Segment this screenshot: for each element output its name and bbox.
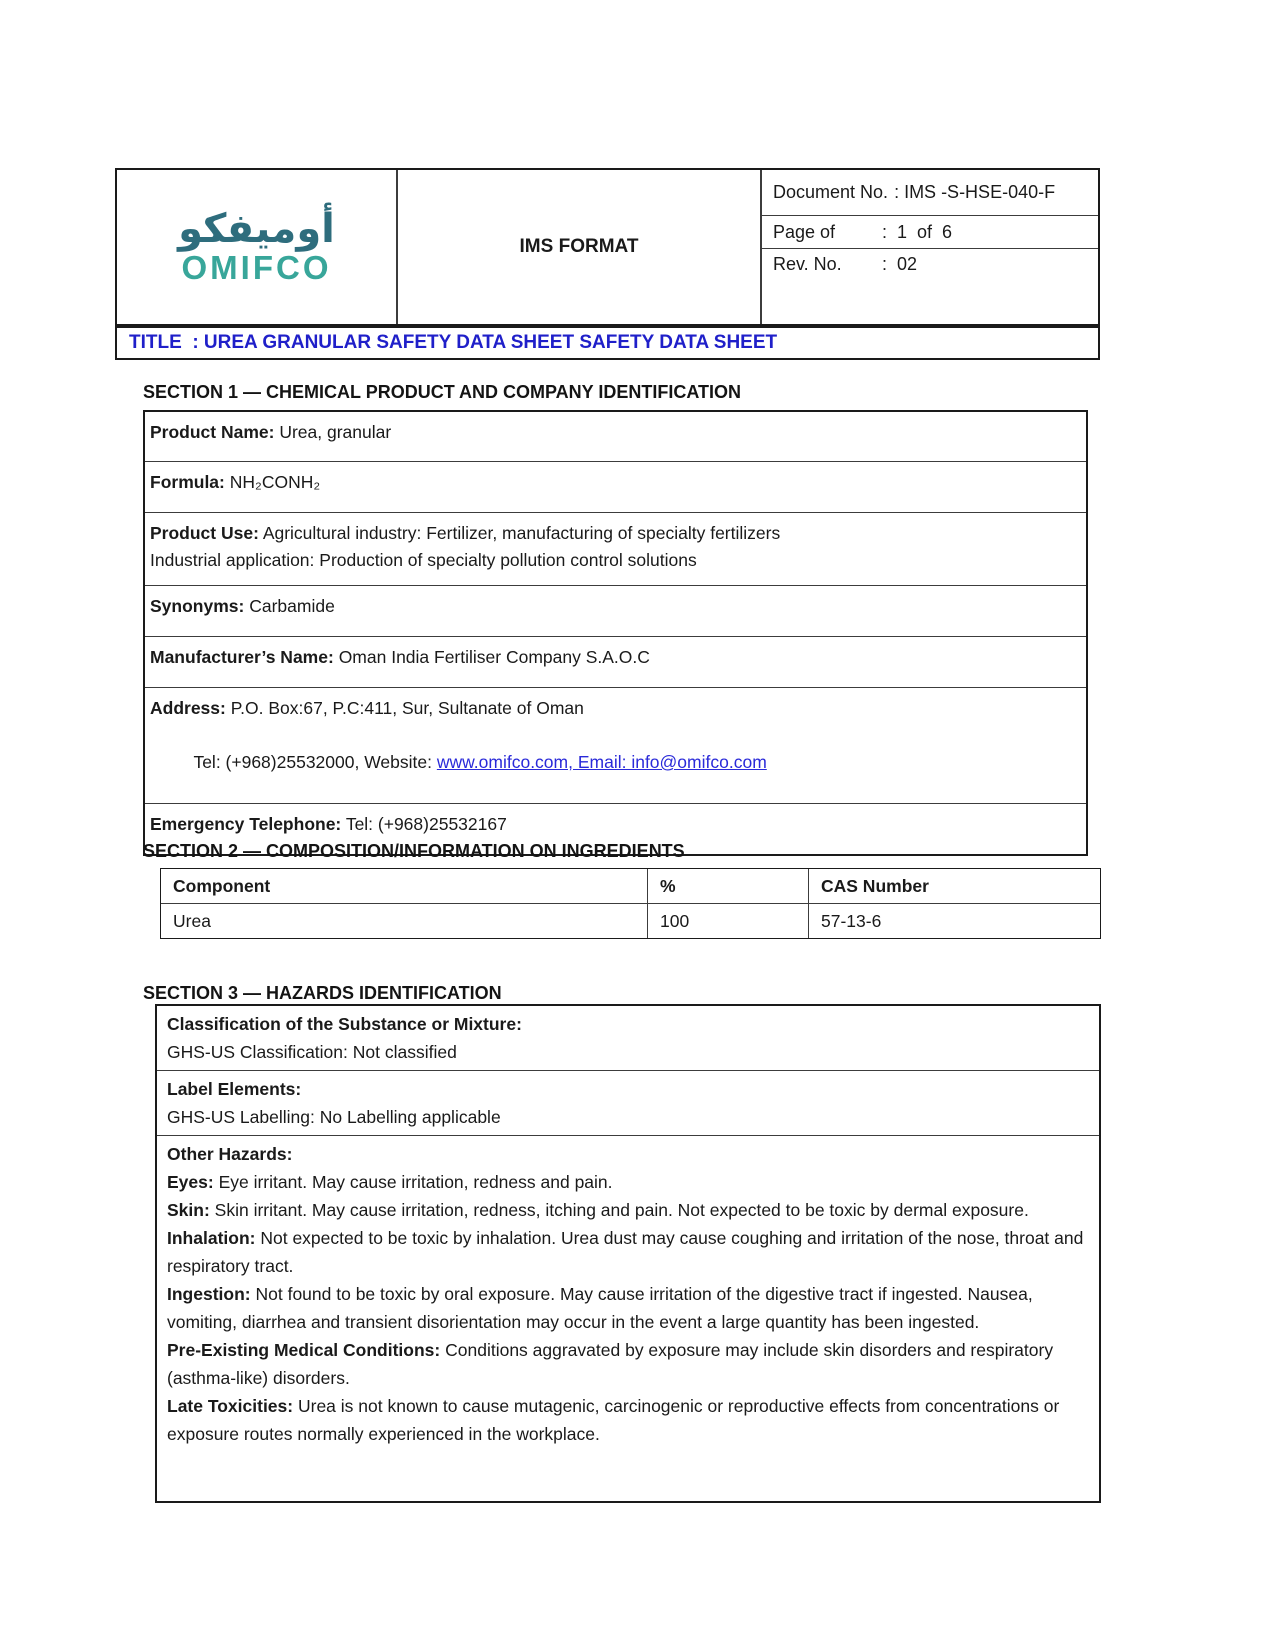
logo-cell — [117, 170, 398, 324]
title-bar — [115, 326, 1100, 360]
address-value: P.O. Box:67, P.C:411, Sur, Sultanate of Oman — [230, 698, 584, 718]
address-label: Address: — [150, 698, 226, 718]
document-no-value: : IMS -S-HSE-040-F — [894, 182, 1056, 202]
manufacturer-value: Oman India Fertiliser Company S.A.O.C — [338, 647, 650, 667]
section2-heading: SECTION 2 — COMPOSITION/INFORMATION ON INGREDIENTS — [143, 841, 685, 861]
hazard-eyes-label: Eyes: — [167, 1172, 214, 1192]
synonyms-label: Synonyms: — [150, 596, 245, 616]
document-no-label: Document No. — [773, 182, 889, 202]
hazard-ingestion — [167, 1280, 1087, 1336]
rev-row — [762, 249, 1098, 324]
ims-format-title: IMS FORMAT — [519, 236, 639, 257]
product-name-row — [145, 412, 1086, 461]
component-header: Component — [161, 869, 648, 903]
page-label: Page of — [773, 221, 836, 242]
hazard-inhalation — [167, 1224, 1087, 1280]
document-title: TITLE : UREA GRANULAR SAFETY DATA SHEET SAFETY DATA SHEET — [129, 332, 778, 353]
product-name-label: Product Name: — [150, 422, 275, 442]
hazard-inhalation-label: Inhalation: — [167, 1228, 256, 1248]
hazard-eyes — [167, 1168, 1087, 1196]
emergency-value: Tel: (+968)25532167 — [345, 814, 507, 834]
hazard-late-toxicities-label: Late Toxicities: — [167, 1396, 294, 1416]
other-hazards-row — [157, 1135, 1099, 1501]
manufacturer-label: Manufacturer’s Name: — [150, 647, 334, 667]
hazard-skin-text: Skin irritant. May cause irritation, redness, itching and pain. Not expected to be toxic by dermal exposure. — [214, 1200, 1029, 1220]
hazard-ingestion-text: Not found to be toxic by oral exposure. May cause irritation of the digestive tract if ingested. Nausea, vomiting, diarrhea and transient disorientation may occur in the event a large quantity has been ingested. — [167, 1284, 1033, 1332]
ims-format-cell — [398, 170, 762, 324]
omifco-logo: OMIFCO — [181, 248, 332, 286]
hazard-eyes-text: Eye irritant. May cause irritation, redness and pain. — [218, 1172, 613, 1192]
other-hazards-label: Other Hazards: — [167, 1144, 293, 1164]
component-value: Urea — [161, 904, 648, 938]
hazard-preexisting — [167, 1336, 1087, 1392]
product-use-line2: Industrial application: Production of specialty pollution control solutions — [150, 550, 697, 570]
emergency-label: Emergency Telephone: — [150, 814, 342, 834]
product-use-label: Product Use: — [150, 523, 259, 543]
document-no-row — [762, 170, 1098, 216]
hazard-skin-label: Skin: — [167, 1200, 210, 1220]
synonyms-value: Carbamide — [249, 596, 335, 616]
doc-info-cell — [762, 170, 1098, 324]
rev-value: : 02 — [882, 254, 918, 274]
website-email-link[interactable]: www.omifco.com, Email: info@omifco.com — [436, 752, 767, 772]
page-value: : 1 of 6 — [882, 221, 953, 242]
section1-heading: SECTION 1 — CHEMICAL PRODUCT AND COMPANY IDENTIFICATION — [143, 382, 742, 402]
percent-value: 100 — [648, 904, 809, 938]
section3-table — [155, 1004, 1101, 1503]
product-name-value: Urea, granular — [279, 422, 392, 442]
section3-heading: SECTION 3 — HAZARDS IDENTIFICATION — [143, 983, 502, 1003]
hazard-skin — [167, 1196, 1087, 1224]
address-tel-prefix: Tel: (+968)25532000, Website: — [188, 752, 437, 772]
label-elements-label: Label Elements: — [167, 1079, 302, 1099]
formula-value: NH₂CONH₂ — [229, 472, 321, 492]
product-use-row — [145, 512, 1086, 585]
formula-label: Formula: — [150, 472, 225, 492]
header-table — [115, 168, 1100, 326]
classification-label: Classification of the Substance or Mixture: — [167, 1014, 522, 1034]
hazard-late-toxicities — [167, 1392, 1087, 1448]
hazard-preexisting-text: Conditions aggravated by exposure may include skin disorders and respiratory (asthma-like) disorders. — [167, 1340, 1054, 1388]
manufacturer-row — [145, 636, 1086, 687]
cas-number-header: CAS Number — [821, 876, 929, 896]
cas-number-value: 57-13-6 — [821, 911, 882, 931]
page-row — [762, 216, 1098, 249]
percent-header: % — [648, 869, 809, 903]
address-row — [145, 687, 1086, 803]
hazard-ingestion-label: Ingestion: — [167, 1284, 251, 1304]
label-elements-row — [157, 1070, 1099, 1135]
section1-table — [143, 410, 1088, 856]
ingredient-row-urea — [161, 903, 1100, 938]
section2-table — [160, 868, 1101, 939]
label-elements-value: GHS-US Labelling: No Labelling applicable — [167, 1107, 501, 1127]
synonyms-row — [145, 585, 1086, 636]
hazard-preexisting-label: Pre-Existing Medical Conditions: — [167, 1340, 441, 1360]
classification-value: GHS-US Classification: Not classified — [167, 1042, 457, 1062]
hazard-late-toxicities-text: Urea is not known to cause mutagenic, carcinogenic or reproductive effects from concentrations or exposure routes normally experienced in the workplace. — [167, 1396, 1060, 1444]
hazard-inhalation-text: Not expected to be toxic by inhalation. Urea dust may cause coughing and irritation of the nose, throat and respiratory tract. — [167, 1228, 1084, 1276]
formula-row — [145, 461, 1086, 512]
omifco-logo-arabic: أوميفكو — [178, 205, 335, 252]
classification-row — [157, 1006, 1099, 1070]
ingredients-header-row — [161, 869, 1100, 903]
product-use-value: Agricultural industry: Fertilizer, manufacturing of specialty fertilizers — [262, 523, 781, 543]
rev-label: Rev. No. — [773, 254, 842, 274]
